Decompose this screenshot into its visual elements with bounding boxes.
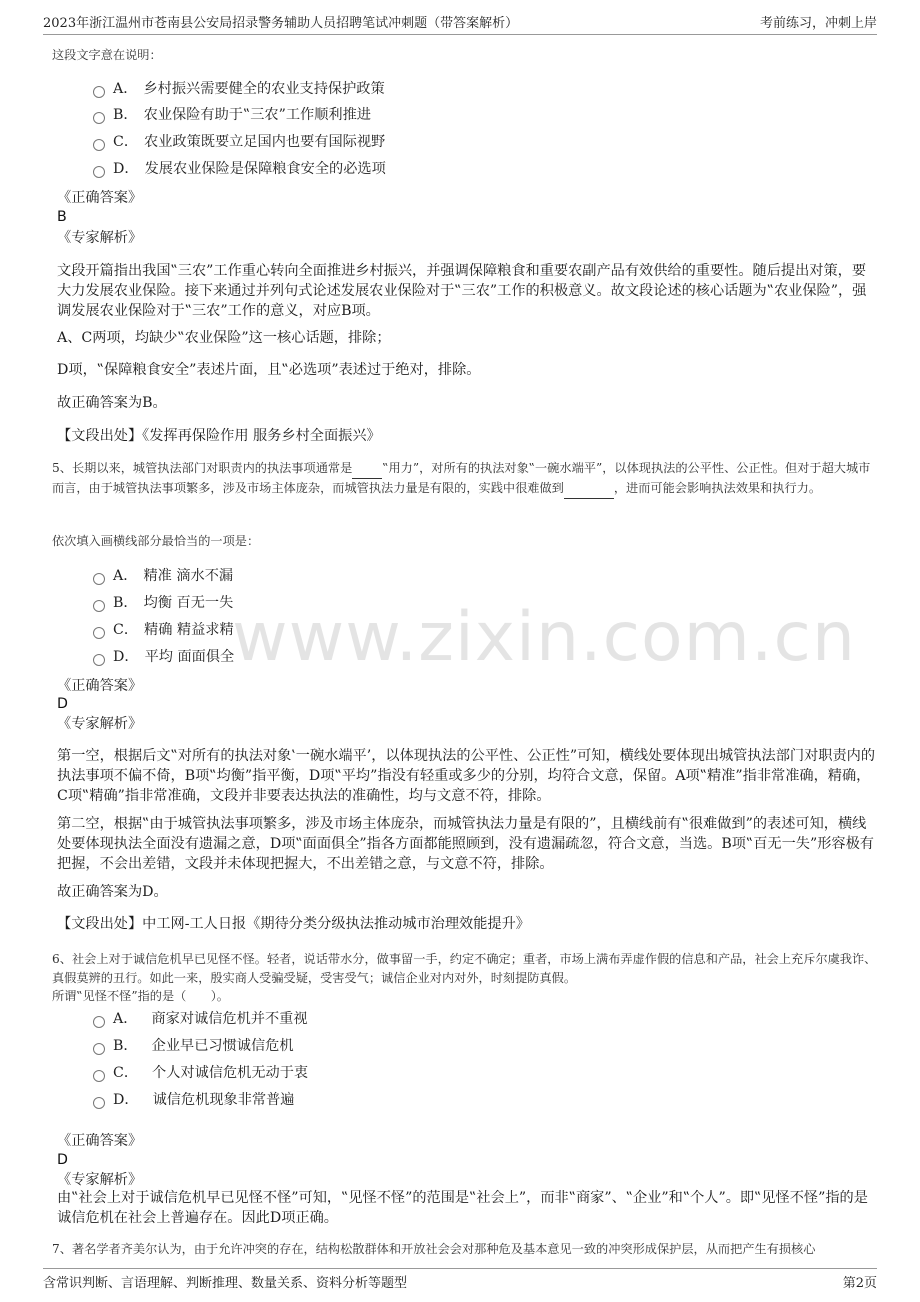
q4-option-a[interactable]: A． 乡村振兴需要健全的农业支持保护政策 xyxy=(93,79,385,99)
radio-icon[interactable] xyxy=(93,573,105,585)
radio-icon[interactable] xyxy=(93,112,105,124)
radio-icon[interactable] xyxy=(93,1016,105,1028)
page-number: 第2页 xyxy=(842,1276,877,1291)
q4-option-d[interactable]: D． 发展农业保险是保障粮食安全的必选项 xyxy=(93,159,386,179)
q4-analysis-p1: 文段开篇指出我国‟三农”工作重心转向全面推进乡村振兴，并强调保障粮食和重要农副产品有效供给的重要性。随后提出对策，要大力发展农业保险。接下来通过并列句式论述发展农业保险对于‟三农”工作的积极意义。故文段论述的核心话题为‟农业保险”，强调发展农业保险对于‟三农”工作的意义，对应B项。 xyxy=(57,263,867,319)
q4-analysis-label: 《专家解析》 xyxy=(57,230,143,246)
q5-option-a[interactable]: A． 精准 滴水不漏 xyxy=(93,566,233,586)
q4-source: 【文段出处】《发挥再保险作用 服务乡村全面振兴》 xyxy=(57,428,381,444)
q5-option-c[interactable]: C． 精确 精益求精 xyxy=(93,620,234,640)
q5-option-b[interactable]: B． 均衡 百无一失 xyxy=(93,593,233,613)
q6-option-c[interactable]: C． 个人对诚信危机无动于衷 xyxy=(93,1063,308,1083)
q6-stem: 6、社会上对于诚信危机早已见怪不怪。轻者，说话带水分，做事留一手，约定不确定；重者，市场上满布弄虚作假的信息和产品，社会上充斥尔虞我诈、真假莫辨的丑行。如此一来，殷实商人受骗受疑，受害受气；诚信企业对内对外，时刻提防真假。 xyxy=(52,952,877,985)
q6-option-d[interactable]: D． 诚信危机现象非常普遍 xyxy=(93,1090,294,1110)
q6-answer-label: 《正确答案》 xyxy=(57,1133,143,1149)
q5-source: 【文段出处】中工网-工人日报《期待分类分级执法推动城市治理效能提升》 xyxy=(57,916,530,932)
q6-analysis-label: 《专家解析》 xyxy=(57,1172,143,1188)
q4-analysis-p2: A、C两项，均缺少‟农业保险”这一核心话题，排除； xyxy=(57,330,391,346)
q4-prompt: 这段文字意在说明： xyxy=(52,48,162,62)
page-footer xyxy=(43,1268,877,1293)
blank-1 xyxy=(352,459,382,479)
q6-answer: D xyxy=(57,1152,68,1168)
document-title: 2023年浙江温州市苍南县公安局招录警务辅助人员招聘笔试冲刺题（带答案解析） xyxy=(43,16,519,31)
radio-icon[interactable] xyxy=(93,139,105,151)
page-header xyxy=(43,10,877,35)
blank-2 xyxy=(564,479,614,499)
q5-option-d[interactable]: D． 平均 面面俱全 xyxy=(93,647,234,667)
header-slogan: 考前练习，冲刺上岸 xyxy=(759,16,877,31)
q5-analysis-label: 《专家解析》 xyxy=(57,716,143,732)
radio-icon[interactable] xyxy=(93,1070,105,1082)
q6-option-a[interactable]: A． 商家对诚信危机并不重视 xyxy=(93,1009,308,1029)
q5-prompt: 依次填入画横线部分最恰当的一项是： xyxy=(52,534,260,548)
radio-icon[interactable] xyxy=(93,166,105,178)
q4-option-c[interactable]: C． 农业政策既要立足国内也要有国际视野 xyxy=(93,132,385,152)
q6-prompt: 所谓‟见怪不怪”指的是（ ）。 xyxy=(52,989,229,1003)
q6-analysis: 由‟社会上对于诚信危机早已见怪不怪”可知，‟见怪不怪”的范围是‟社会上”，而非‟商家”、‟企业”和‟个人”。即‟见怪不怪”指的是诚信危机在社会上普遍存在。因此D项正确。 xyxy=(57,1190,868,1226)
radio-icon[interactable] xyxy=(93,627,105,639)
radio-icon[interactable] xyxy=(93,1097,105,1109)
radio-icon[interactable] xyxy=(93,654,105,666)
q5-stem: 5、长期以来，城管执法部门对职责内的执法事项通常是 ‟用力”，对所有的执法对象‟一碗水端平”，以体现执法的公平性、公正性。但对于超大城市而言，由于城管执法事项繁多，涉及市场主体庞杂，而城管执法力量是有限的，实践中很难做到 ，进而可能会影响执法效果和执行力。 xyxy=(52,459,877,499)
q4-option-b[interactable]: B． 农业保险有助于‟三农”工作顺利推进 xyxy=(93,105,371,125)
radio-icon[interactable] xyxy=(93,1043,105,1055)
watermark: www.zixin.com.cn xyxy=(232,598,856,677)
radio-icon[interactable] xyxy=(93,86,105,98)
q5-answer-label: 《正确答案》 xyxy=(57,678,143,694)
q7-stem: 7、著名学者齐美尔认为，由于允许冲突的存在，结构松散群体和开放社会会对那种危及基本意见一致的冲突形成保护层，从而把产生有损核心 xyxy=(52,1242,816,1256)
q4-analysis-p4: 故正确答案为B。 xyxy=(57,395,167,411)
q5-answer: D xyxy=(57,696,68,712)
q5-analysis-p2: 第二空，根据‟由于城管执法事项繁多，涉及市场主体庞杂，而城管执法力量是有限的”，且横线前有‟很难做到”的表述可知，横线处要体现执法全面没有遗漏之意，D项‟面面俱全”指各方面都能照顾到，没有遗漏疏忽，符合文意，当选。B项‟百无一失”形容极有把握，不会出差错，文段并未体现把握大，不出差错之意，与文意不符，排除。 xyxy=(57,816,874,872)
footer-topics: 含常识判断、言语理解、判断推理、数量关系、资料分析等题型 xyxy=(43,1276,408,1291)
q4-answer: B xyxy=(57,209,67,225)
radio-icon[interactable] xyxy=(93,600,105,612)
q5-analysis-p3: 故正确答案为D。 xyxy=(57,884,168,900)
q4-analysis-p3: D项，‟保障粮食安全”表述片面，且‟必选项”表述过于绝对，排除。 xyxy=(57,362,481,378)
q5-analysis-p1: 第一空，根据后文‟对所有的执法对象‛一碗水端平’，以体现执法的公平性、公正性”可知，横线处要体现出城管执法部门对职责内的执法事项不偏不倚，B项‟均衡”指平衡，D项‟平均”指没有轻重或多少的分别，均符合文意，保留。A项‟精准”指非常准确，精确，C项‟精确”指非常准确，文段并非要表达执法的准确性，均与文意不符，排除。 xyxy=(57,748,876,804)
q6-option-b[interactable]: B． 企业早已习惯诚信危机 xyxy=(93,1036,294,1056)
q4-answer-label: 《正确答案》 xyxy=(57,190,143,206)
